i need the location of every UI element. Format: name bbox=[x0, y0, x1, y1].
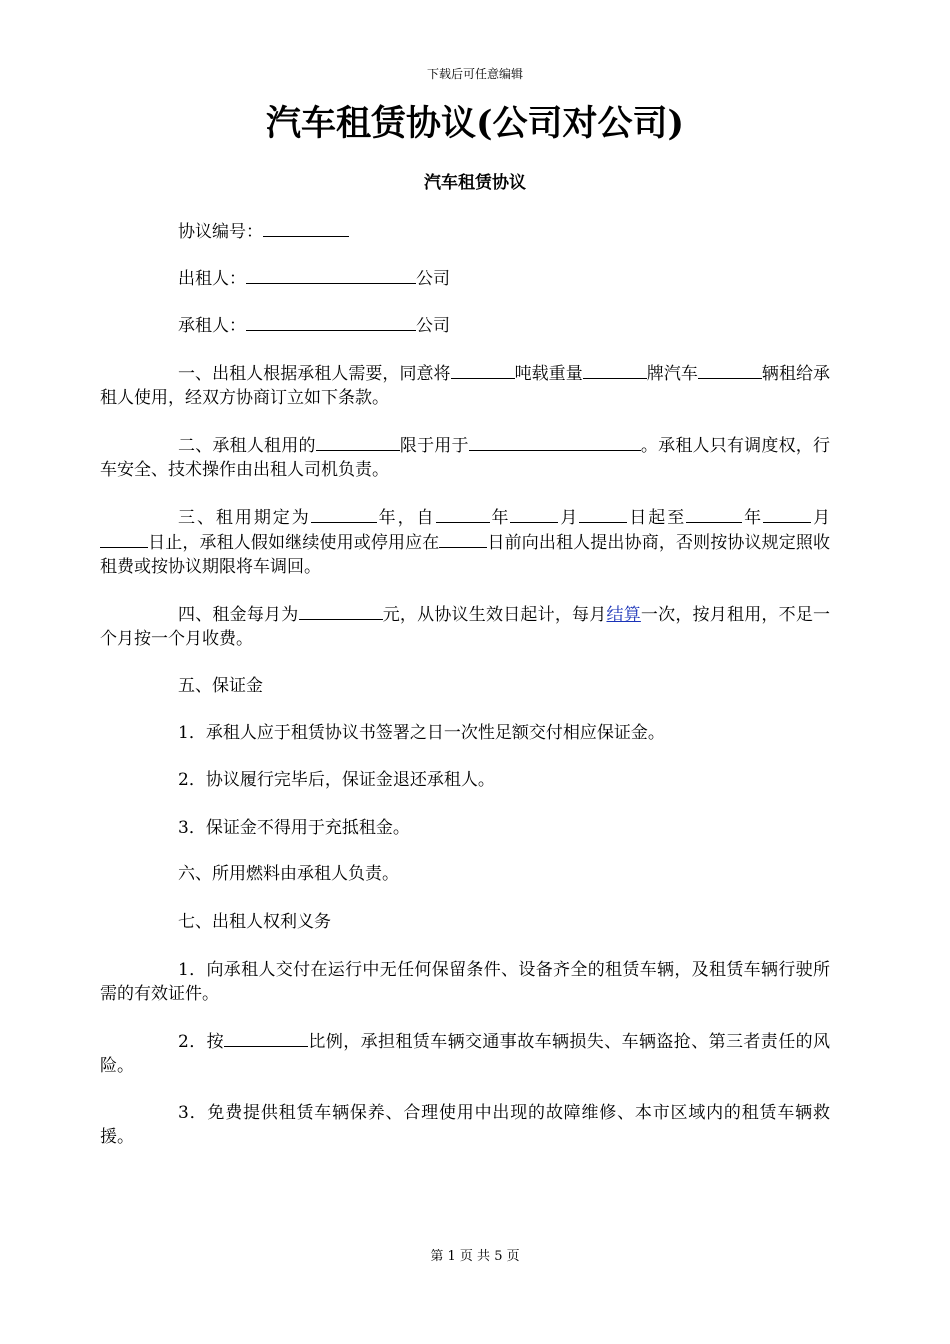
start-month-blank[interactable] bbox=[510, 505, 558, 523]
term-years-blank[interactable] bbox=[311, 505, 377, 523]
clause-2-text-c: 。承租人只有调度权，行车安全、技术操作由出租人司机负责。 bbox=[100, 436, 831, 480]
document-subtitle: 汽车租赁协议 bbox=[424, 173, 526, 193]
clause-3-text-d: 月 bbox=[558, 508, 580, 528]
clause-6: 六、所用燃料由承租人负责。 bbox=[178, 864, 399, 884]
risk-ratio-blank[interactable] bbox=[224, 1029, 308, 1047]
notice-days-blank[interactable] bbox=[439, 530, 487, 548]
clause-7-heading: 七、出租人权利义务 bbox=[178, 912, 331, 932]
vehicle-blank[interactable] bbox=[316, 433, 400, 451]
lessor-suffix: 公司 bbox=[416, 269, 450, 289]
clause-1-text-c: 牌汽车 bbox=[646, 364, 698, 384]
clause-3 bbox=[100, 505, 830, 579]
document-title: 汽车租赁协议(公司对公司) bbox=[265, 103, 685, 144]
lessor-label: 出租人： bbox=[178, 269, 246, 289]
clause-4-text-c: 一次，按月租用，不足一个月按一个月收费。 bbox=[100, 605, 831, 649]
clause-1-text-b: 吨载重量 bbox=[514, 364, 583, 384]
tonnage-blank[interactable] bbox=[451, 361, 515, 379]
clause-1-text-a: 一、出租人根据承租人需要，同意将 bbox=[178, 364, 451, 384]
lessee-blank[interactable] bbox=[246, 313, 416, 331]
settlement-link[interactable]: 结算 bbox=[606, 605, 641, 625]
clause-2-text-b: 限于用于 bbox=[399, 436, 469, 456]
vehicle-count-blank[interactable] bbox=[698, 361, 762, 379]
clause-5-2: 2．协议履行完毕后，保证金退还承租人。 bbox=[178, 770, 495, 790]
clause-3-text-c: 年 bbox=[489, 508, 511, 528]
purpose-blank[interactable] bbox=[469, 433, 641, 451]
monthly-rent-blank[interactable] bbox=[299, 602, 383, 620]
brand-blank[interactable] bbox=[583, 361, 647, 379]
clause-7-3: 3．免费提供租赁车辆保养、合理使用中出现的故障维修、本市区域内的租赁车辆救援。 bbox=[100, 1103, 830, 1147]
clause-2-text-a: 二、承租人租用的 bbox=[178, 436, 316, 456]
end-year-blank[interactable] bbox=[686, 505, 742, 523]
end-month-blank[interactable] bbox=[763, 505, 811, 523]
clause-3-text-h: 日止，承租人假如继续使用或停用应在 bbox=[148, 533, 440, 553]
clause-4-text-a: 四、租金每月为 bbox=[178, 605, 299, 625]
clause-7-1: 1．向承租人交付在运行中无任何保留条件、设备齐全的租赁车辆，及租赁车辆行驶所需的有效证件。 bbox=[100, 960, 830, 1004]
start-day-blank[interactable] bbox=[579, 505, 627, 523]
clause-1-text-d: 辆租给承租人使用，经双方协商订立如下条款。 bbox=[100, 364, 831, 408]
clause-7-2-text-b: 比例，承担租赁车辆交通事故车辆损失、车辆盗抢、第三者责任的风险。 bbox=[100, 1032, 830, 1076]
agreement-number-blank[interactable] bbox=[263, 219, 349, 237]
clause-5-heading: 五、保证金 bbox=[178, 676, 263, 696]
clause-7-2-text-a: 2．按 bbox=[178, 1032, 225, 1052]
clause-2 bbox=[100, 433, 830, 482]
clause-3-text-i: 日前向出租人提出协商，否则按协议规定照收租费或按协议期限将车调回。 bbox=[100, 533, 831, 577]
clause-3-text-a: 三、租用期定为 bbox=[178, 508, 311, 528]
clause-7-2 bbox=[100, 1029, 830, 1078]
clause-3-text-e: 日起至 bbox=[627, 508, 687, 528]
lessee-line bbox=[100, 313, 830, 338]
clause-4-text-b: 元，从协议生效日起计，每月 bbox=[382, 605, 607, 625]
clause-5-1: 1．承租人应于租赁协议书签署之日一次性足额交付相应保证金。 bbox=[178, 723, 665, 743]
lessee-label: 承租人： bbox=[178, 316, 246, 336]
start-year-blank[interactable] bbox=[436, 505, 490, 523]
header-note: 下载后可任意编辑 bbox=[426, 67, 523, 81]
lessor-blank[interactable] bbox=[246, 266, 416, 284]
clause-3-text-g: 月 bbox=[811, 508, 831, 528]
clause-3-text-b: 年，自 bbox=[376, 508, 436, 528]
page-footer: 第 1 页 共 5 页 bbox=[430, 1249, 520, 1264]
agreement-number-line bbox=[100, 219, 830, 244]
clause-4 bbox=[100, 602, 830, 651]
end-day-blank[interactable] bbox=[100, 530, 148, 548]
lessor-line bbox=[100, 266, 830, 291]
clause-1 bbox=[100, 361, 830, 410]
clause-3-text-f: 年 bbox=[742, 508, 764, 528]
agreement-number-label: 协议编号： bbox=[178, 222, 263, 242]
clause-5-3: 3．保证金不得用于充抵租金。 bbox=[178, 818, 410, 838]
lessee-suffix: 公司 bbox=[416, 316, 450, 336]
